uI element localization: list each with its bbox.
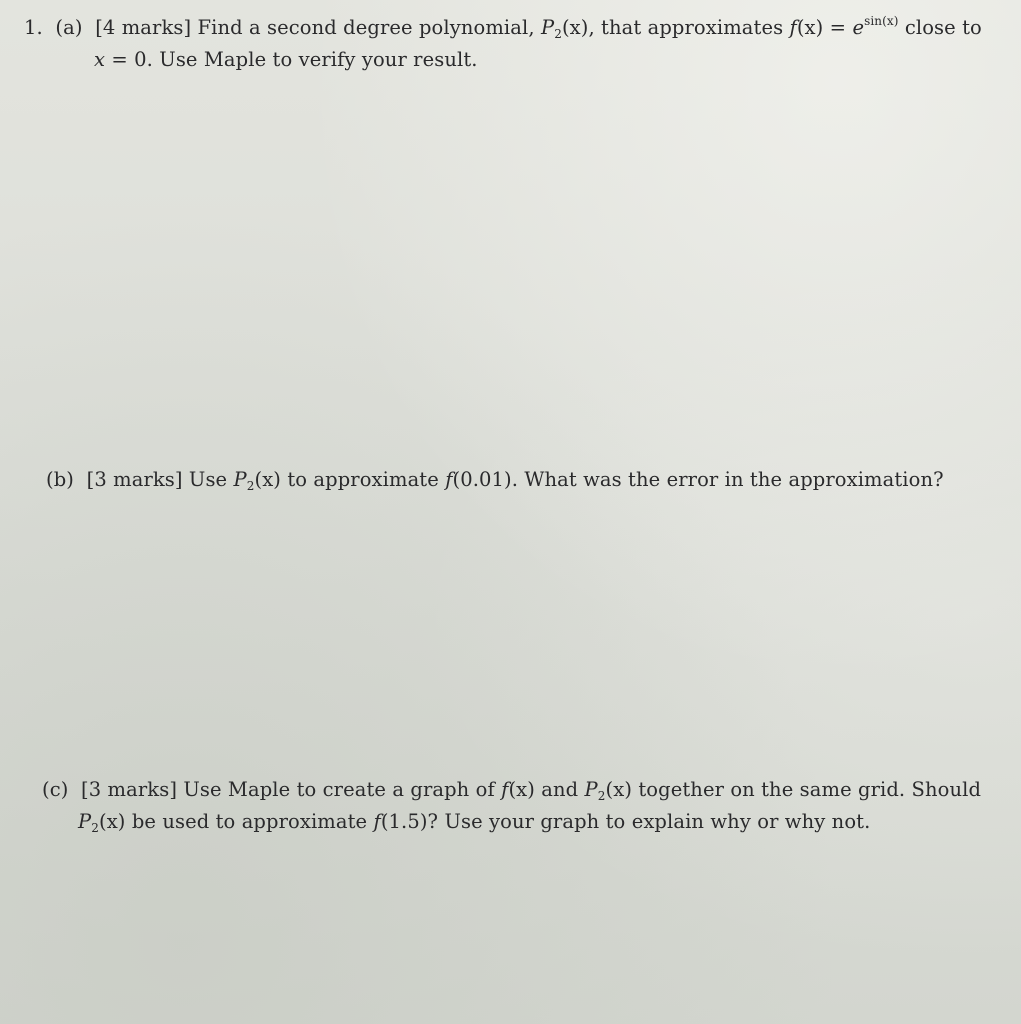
part-a-exp-power: sin(x): [864, 14, 899, 28]
part-c-line2-text-1: be used to approximate: [131, 810, 368, 833]
part-b-text-3: What was the error in the approximation?: [524, 468, 944, 491]
question-1b-line-1: [46, 467, 944, 499]
part-a-poly: P: [540, 16, 555, 39]
part-c-text-2: and: [541, 778, 579, 801]
question-1a-line-2: [24, 47, 982, 73]
part-a-text-2: , that approximates: [588, 16, 784, 39]
part-c-line2-func-arg: (1.5)?: [380, 810, 439, 833]
part-c-text-1: Use Maple to create a graph of: [183, 778, 495, 801]
part-c-marks: [3 marks]: [81, 778, 178, 801]
part-a-text-1: Find a second degree polynomial,: [197, 16, 535, 39]
part-c-poly: P: [584, 778, 598, 801]
part-b-label: (b): [46, 468, 74, 491]
question-1c-line-1: [42, 777, 981, 809]
part-a-func: f: [789, 16, 797, 39]
part-b-text-2: to approximate: [287, 468, 439, 491]
part-b-poly-sub: 2: [246, 479, 255, 493]
part-c-label: (c): [42, 778, 69, 801]
part-a-line2-var: x: [94, 48, 106, 71]
part-c-line2-poly: P: [78, 810, 92, 833]
part-c-func-arg: (x): [508, 778, 535, 801]
part-b-marks: [3 marks]: [86, 468, 183, 491]
question-number: 1.: [24, 16, 43, 39]
part-a-exp-base: e: [852, 16, 865, 39]
question-1c-line-2: [42, 809, 981, 841]
part-b-poly: P: [233, 468, 247, 491]
part-c-text-3: together on the same grid. Should: [638, 778, 982, 801]
part-a-eq: =: [829, 16, 847, 39]
part-c-poly-sub: 2: [597, 789, 606, 803]
part-c-line2-text-2: Use your graph to explain why or why not.: [444, 810, 871, 833]
part-a-poly-arg: (x): [561, 16, 589, 39]
question-1b: [46, 467, 944, 499]
part-c-line2-func: f: [373, 810, 381, 833]
part-b-text-1: Use: [188, 468, 228, 491]
part-a-line2-eq: = 0.: [111, 48, 153, 71]
part-a-poly-sub: 2: [554, 27, 562, 41]
question-1a-line-1: [24, 8, 982, 47]
part-b-func-arg: (0.01).: [452, 468, 519, 491]
part-c-line2-poly-sub: 2: [91, 821, 99, 835]
part-a-text-3: close to: [904, 16, 982, 39]
part-a-label: (a): [55, 16, 83, 39]
part-a-marks: [4 marks]: [95, 16, 192, 39]
part-a-line2-text: Use Maple to verify your result.: [159, 48, 478, 71]
question-1a: [24, 8, 982, 73]
part-c-func: f: [501, 778, 509, 801]
part-c-poly-arg: (x): [605, 778, 633, 801]
part-b-poly-arg: (x): [254, 468, 281, 491]
part-a-func-arg: (x): [796, 16, 824, 39]
part-c-line2-poly-arg: (x): [98, 810, 126, 833]
question-1c: [42, 777, 981, 841]
part-b-func: f: [445, 468, 453, 491]
